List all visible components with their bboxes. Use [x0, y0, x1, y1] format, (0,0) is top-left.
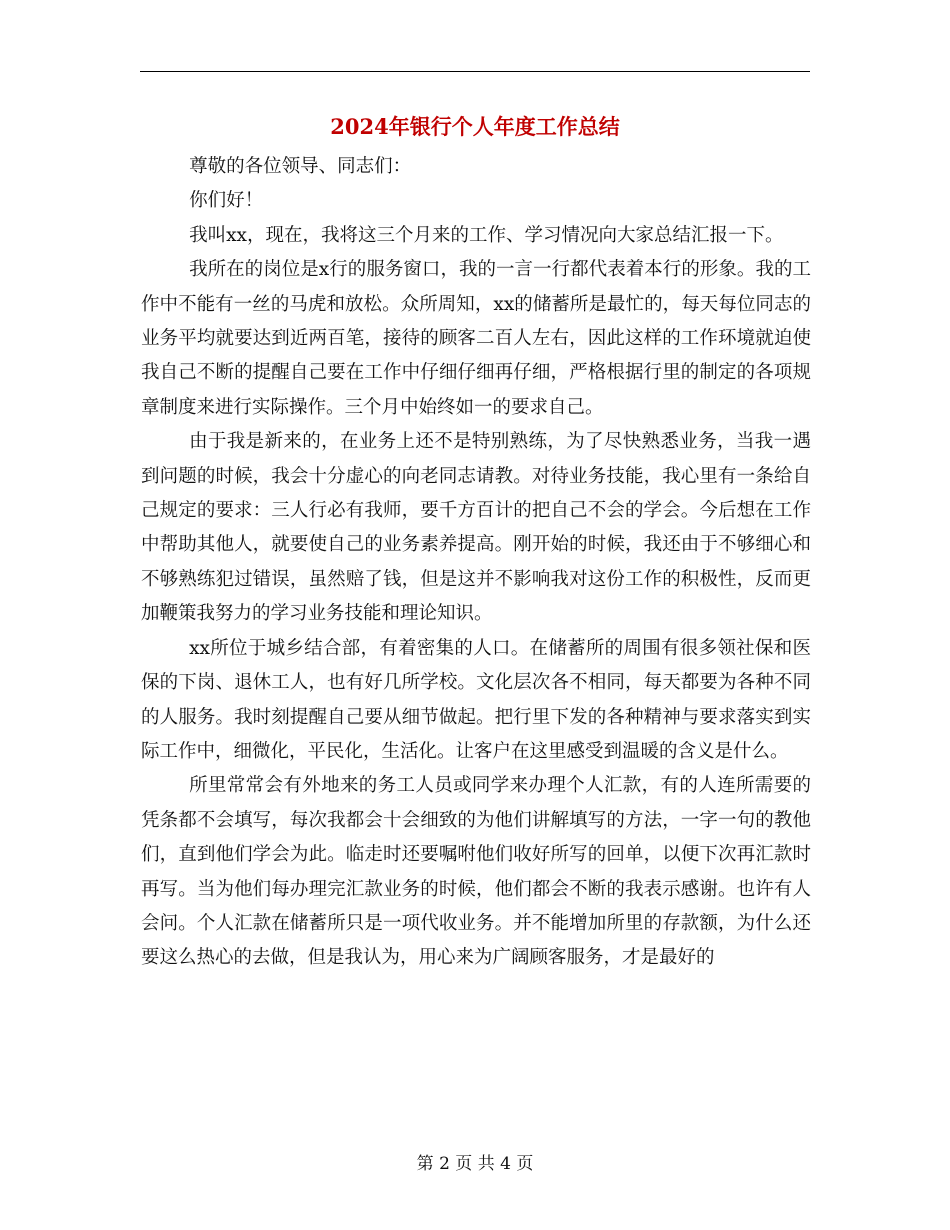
greeting: 你们好！	[189, 190, 264, 212]
document-title: 2024年银行个人年度工作总结	[330, 114, 620, 139]
document-body	[141, 150, 811, 976]
body-paragraph: 我叫xx，现在，我将这三个月来的工作、学习情况向大家总结汇报一下。	[189, 224, 784, 246]
header-rule	[140, 71, 810, 72]
salutation: 尊敬的各位领导、同志们：	[189, 156, 412, 177]
body-paragraph: xx所位于城乡结合部，有着密集的人口。在储蓄所的周围有很多领社保和医保的下岗、退休工人，也有好几所学校。文化层次各不相同，每天都要为各种不同的人服务。我时刻提醒自己要从细节做起。把行里下发的各种精神与要求落实到实际工作中，细微化，平民化，生活化。让客户在这里感受到温暖的含义是什么。	[141, 637, 811, 762]
page-number-footer: 第 2 页 共 4 页	[416, 1154, 534, 1174]
body-paragraph: 所里常常会有外地来的务工人员或同学来办理个人汇款，有的人连所需要的凭条都不会填写，每次我都会十会细致的为他们讲解填写的方法，一字一句的教他们，直到他们学会为此。临走时还要嘱咐他们收好所写的回单，以便下次再汇款时再写。当为他们每办理完汇款业务的时候，他们都会不断的我表示感谢。也许有人会问。个人汇款在储蓄所只是一项代收业务。并不能增加所里的存款额，为什么还要这么热心的去做，但是我认为，用心来为广阔顾客服务，才是最好的	[141, 775, 811, 969]
body-paragraph: 由于我是新来的，在业务上还不是特别熟练，为了尽快熟悉业务，当我一遇到问题的时候，我会十分虚心的向老同志请教。对待业务技能，我心里有一条给自己规定的要求：三人行必有我师，要千方百计的把自己不会的学会。今后想在工作中帮助其他人，就要使自己的业务素养提高。刚开始的时候，我还由于不够细心和不够熟练犯过错误，虽然赔了钱，但是这并不影响我对这份工作的积极性，反而更加鞭策我努力的学习业务技能和理论知识。	[141, 431, 811, 625]
body-paragraph: 我所在的岗位是x行的服务窗口，我的一言一行都代表着本行的形象。我的工作中不能有一丝的马虎和放松。众所周知，xx的储蓄所是最忙的，每天每位同志的业务平均就要达到近两百笔，接待的顾客二百人左右，因此这样的工作环境就迫使我自己不断的提醒自己要在工作中仔细仔细再仔细，严格根据行里的制定的各项规章制度来进行实际操作。三个月中始终如一的要求自己。	[141, 259, 811, 418]
